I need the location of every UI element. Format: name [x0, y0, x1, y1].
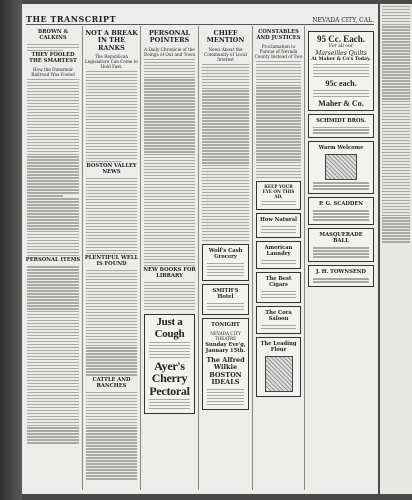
ad-headline: SCHMIDT BROS.: [316, 117, 366, 124]
subheadline: A Daily Chronicle of the Doings of Out and Town: [143, 46, 196, 57]
ad-body-text: [205, 263, 246, 276]
column-rule: [252, 26, 253, 490]
body-text: [84, 392, 139, 480]
ad-headline: SMITH'S Hotel: [212, 287, 239, 300]
headline: NEW BOOKS FOR LIBRARY: [143, 266, 196, 279]
ad-body-text: [311, 278, 371, 282]
ad-headline: The Leading Flour: [260, 340, 297, 353]
ad-body-text: [147, 399, 192, 409]
ad-warm-welcome: [308, 141, 374, 194]
ad-headline: Warm Welcome: [318, 145, 364, 152]
ad-price: 95 Cc. Each.: [317, 34, 365, 44]
ad-smiths-hotel: [202, 284, 249, 315]
column-1: [25, 28, 81, 490]
ad-body-text: [311, 210, 371, 220]
body-text: [25, 79, 81, 256]
headline: PLENTIFUL WELL IS FOUND: [84, 254, 139, 267]
ad-american-laundry: [256, 241, 301, 269]
adjacent-page-text: [380, 6, 412, 243]
ad-body-text: [259, 201, 298, 205]
ad-body-text: [205, 303, 246, 310]
headline: THEY FOOLED THE SMARTEST: [29, 52, 77, 65]
ad-signature: Maher & Co.: [318, 98, 364, 108]
ad-body-text: [205, 389, 246, 405]
ad-body-text: [311, 90, 371, 97]
ad-venue: NEVADA CITY THEATRE: [210, 330, 241, 341]
illustration-icon: [325, 154, 357, 180]
ad-headline: How Natural: [260, 217, 297, 224]
masthead-dateline: NEVADA CITY, CAL.: [312, 17, 374, 24]
column-2: [84, 28, 139, 490]
ad-line: At Maher & Co's Today.: [311, 56, 371, 62]
publisher-line: BROWN & CALKINS: [37, 29, 69, 41]
headline: CONSTABLES AND JUSTICES: [256, 29, 301, 41]
headline: NOT A BREAK IN THE RANKS: [85, 29, 138, 52]
body-text: [254, 61, 303, 179]
masthead: [26, 10, 374, 25]
ad-masquerade-ball: [308, 228, 374, 262]
headline: PERSONAL POINTERS: [148, 29, 191, 45]
ad-schmidt-bros: [308, 114, 374, 139]
ad-special-price: 95c each.: [325, 78, 357, 88]
ad-townsend: [308, 265, 374, 287]
column-rule: [304, 26, 305, 490]
headline: BOSTON VALLEY NEWS: [86, 163, 137, 175]
ad-theatre: [202, 318, 249, 410]
ad-headline: Just a Cough: [154, 316, 185, 340]
column-rule: [140, 26, 141, 490]
flour-sack-illustration-icon: [265, 356, 293, 392]
ad-body-text: [259, 291, 298, 298]
ad-troupe: The Alfred Wilkie BOSTON IDEALS: [206, 355, 245, 387]
ad-body-text: [311, 247, 371, 257]
ad-headline: MASQUERADE BALL: [319, 232, 363, 245]
body-text: [25, 44, 81, 51]
masthead-title: THE TRANSCRIPT: [26, 14, 117, 24]
ad-cora-saloon: [256, 306, 301, 334]
subheadline: How the Dunsmuir Railroad Was Fooled: [31, 67, 75, 78]
ad-keep-eye: [256, 181, 301, 210]
ad-body-text: [311, 64, 371, 77]
body-text: [200, 64, 251, 241]
ad-headline: The Best Cigars: [265, 275, 292, 288]
ad-leading-flour: [256, 337, 301, 397]
body-text: [142, 282, 197, 310]
ad-body-text: [311, 182, 371, 189]
column-6: [306, 28, 376, 490]
ad-headline: The Cora Saloon: [265, 309, 292, 322]
ad-product: Marseilles Quilts: [315, 49, 367, 57]
subheadline: News About the Community of Local Interest: [204, 46, 247, 62]
ad-maher-quilts: [308, 31, 374, 111]
ad-best-cigars: [256, 272, 301, 303]
ad-body-text: [259, 325, 298, 329]
column-rule: [198, 26, 199, 490]
body-text: [84, 178, 139, 254]
ad-headline: P. G. SCADDEN: [318, 201, 364, 208]
body-text: [142, 59, 197, 266]
subheadline: The Republican Legislature Can Come to Hold Fast.: [85, 54, 138, 70]
ad-headline: KEEP YOUR EYE ON THIS AD.: [262, 184, 295, 200]
ad-line: For all our: [328, 44, 354, 49]
ad-wolfs-cash-grocery: [202, 244, 249, 281]
adjacent-page-edge: [380, 4, 412, 494]
body-text: [84, 270, 139, 376]
newspaper-page: [22, 4, 378, 494]
ad-body-text: [259, 226, 298, 233]
ad-headline: Wolf's Cash Grocery: [208, 248, 243, 261]
headline: CHIEF MENTION: [206, 29, 245, 45]
body-text: [25, 266, 81, 443]
ad-body-text: [147, 342, 192, 358]
ad-product-name: Ayer's Cherry Pectoral: [149, 358, 190, 398]
headline: PERSONAL ITEMS: [25, 257, 81, 264]
column-rule: [82, 26, 83, 490]
ad-scadden: [308, 197, 374, 225]
column-4: [200, 28, 251, 490]
column-5: [254, 28, 303, 490]
ad-body-text: [259, 260, 298, 264]
ad-ayers-cherry-pectoral: [144, 314, 195, 414]
ad-body-text: [311, 127, 371, 134]
ad-headline: TONIGHT: [211, 321, 240, 328]
ad-date: Sunday Eve'g, January 15th.: [205, 341, 246, 354]
scan-edge-shadow: [0, 0, 22, 500]
ad-headline: J. H. TOWNSEND: [315, 269, 367, 276]
ad-headline: American Laundry: [264, 244, 293, 257]
column-3: [142, 28, 197, 490]
subheadline: Proclamation to Pursue of Nevada County Instead of Two: [254, 43, 303, 59]
headline: CATTLE AND RANCHES: [92, 376, 131, 389]
body-text: [84, 71, 139, 162]
ad-how-natural: [256, 213, 301, 238]
